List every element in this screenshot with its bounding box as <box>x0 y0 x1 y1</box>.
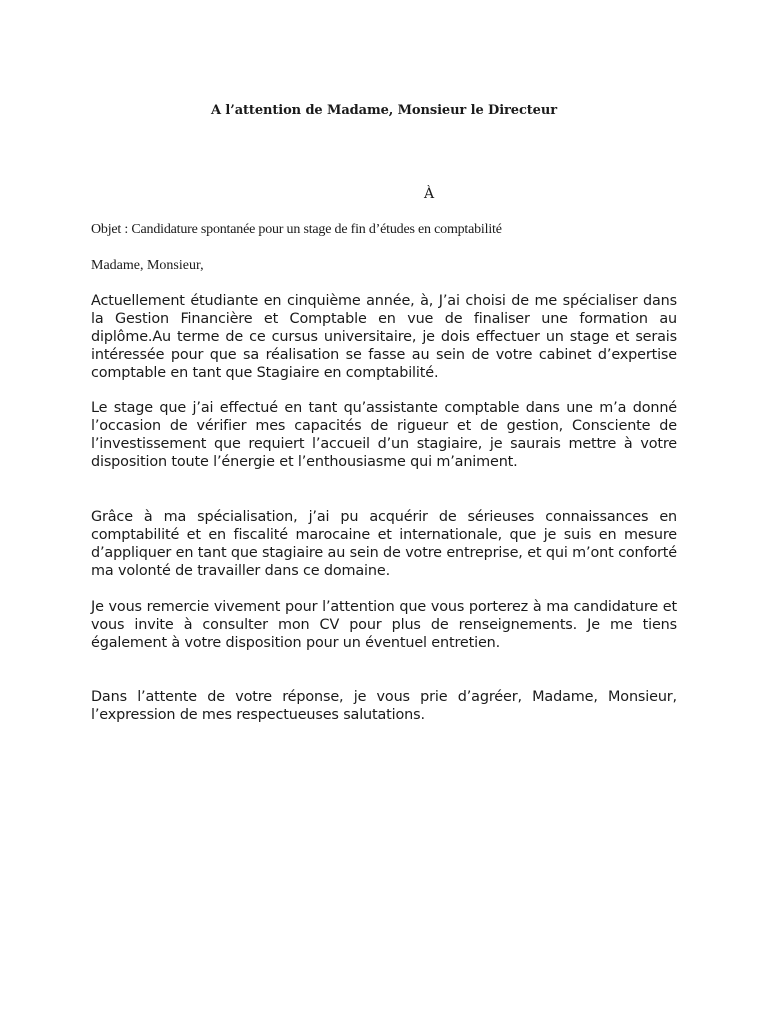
object-line: Objet : Candidature spontanée pour un stage de fin d’études en comptabilité <box>91 222 502 237</box>
paragraph-closing: Dans l’attente de votre réponse, je vous prie d’agréer, Madame, Monsieur, l’expression de mes respectueuses salutations. <box>91 689 677 723</box>
paragraph-specialisation: Grâce à ma spécialisation, j’ai pu acquérir de sérieuses connaissances en comptabilité et en fiscalité marocaine et internationale, que je suis en mesure d’appliquer en tant que stagiaire au sein de votre entreprise, et qui m’ont conforté ma volonté de travailler dans ce domaine. <box>91 509 677 579</box>
letter-heading: A l’attention de Madame, Monsieur le Directeur <box>211 103 557 118</box>
paragraph-experience: Le stage que j’ai effectué en tant qu’assistante comptable dans une m’a donné l’occasion de vérifier mes capacités de rigueur et de gestion, Consciente de l’investissement que requiert l’accueil d’un stagiaire, je saurais mettre à votre disposition toute l’énergie et l’enthousiasme qui m’animent. <box>91 400 677 470</box>
recipient-mark: À <box>424 186 435 202</box>
salutation: Madame, Monsieur, <box>91 258 204 273</box>
paragraph-thanks: Je vous remercie vivement pour l’attention que vous porterez à ma candidature et vous invite à consulter mon CV pour plus de renseignements. Je me tiens également à votre disposition pour un éventuel entretien. <box>91 599 677 651</box>
paragraph-intro: Actuellement étudiante en cinquième année, à, J’ai choisi de me spécialiser dans la Gestion Financière et Comptable en vue de finaliser une formation au diplôme.Au terme de ce cursus universitaire, je dois effectuer un stage et serais intéressée pour que sa réalisation se fasse au sein de votre cabinet d’expertise comptable en tant que Stagiaire en comptabilité. <box>91 293 677 381</box>
